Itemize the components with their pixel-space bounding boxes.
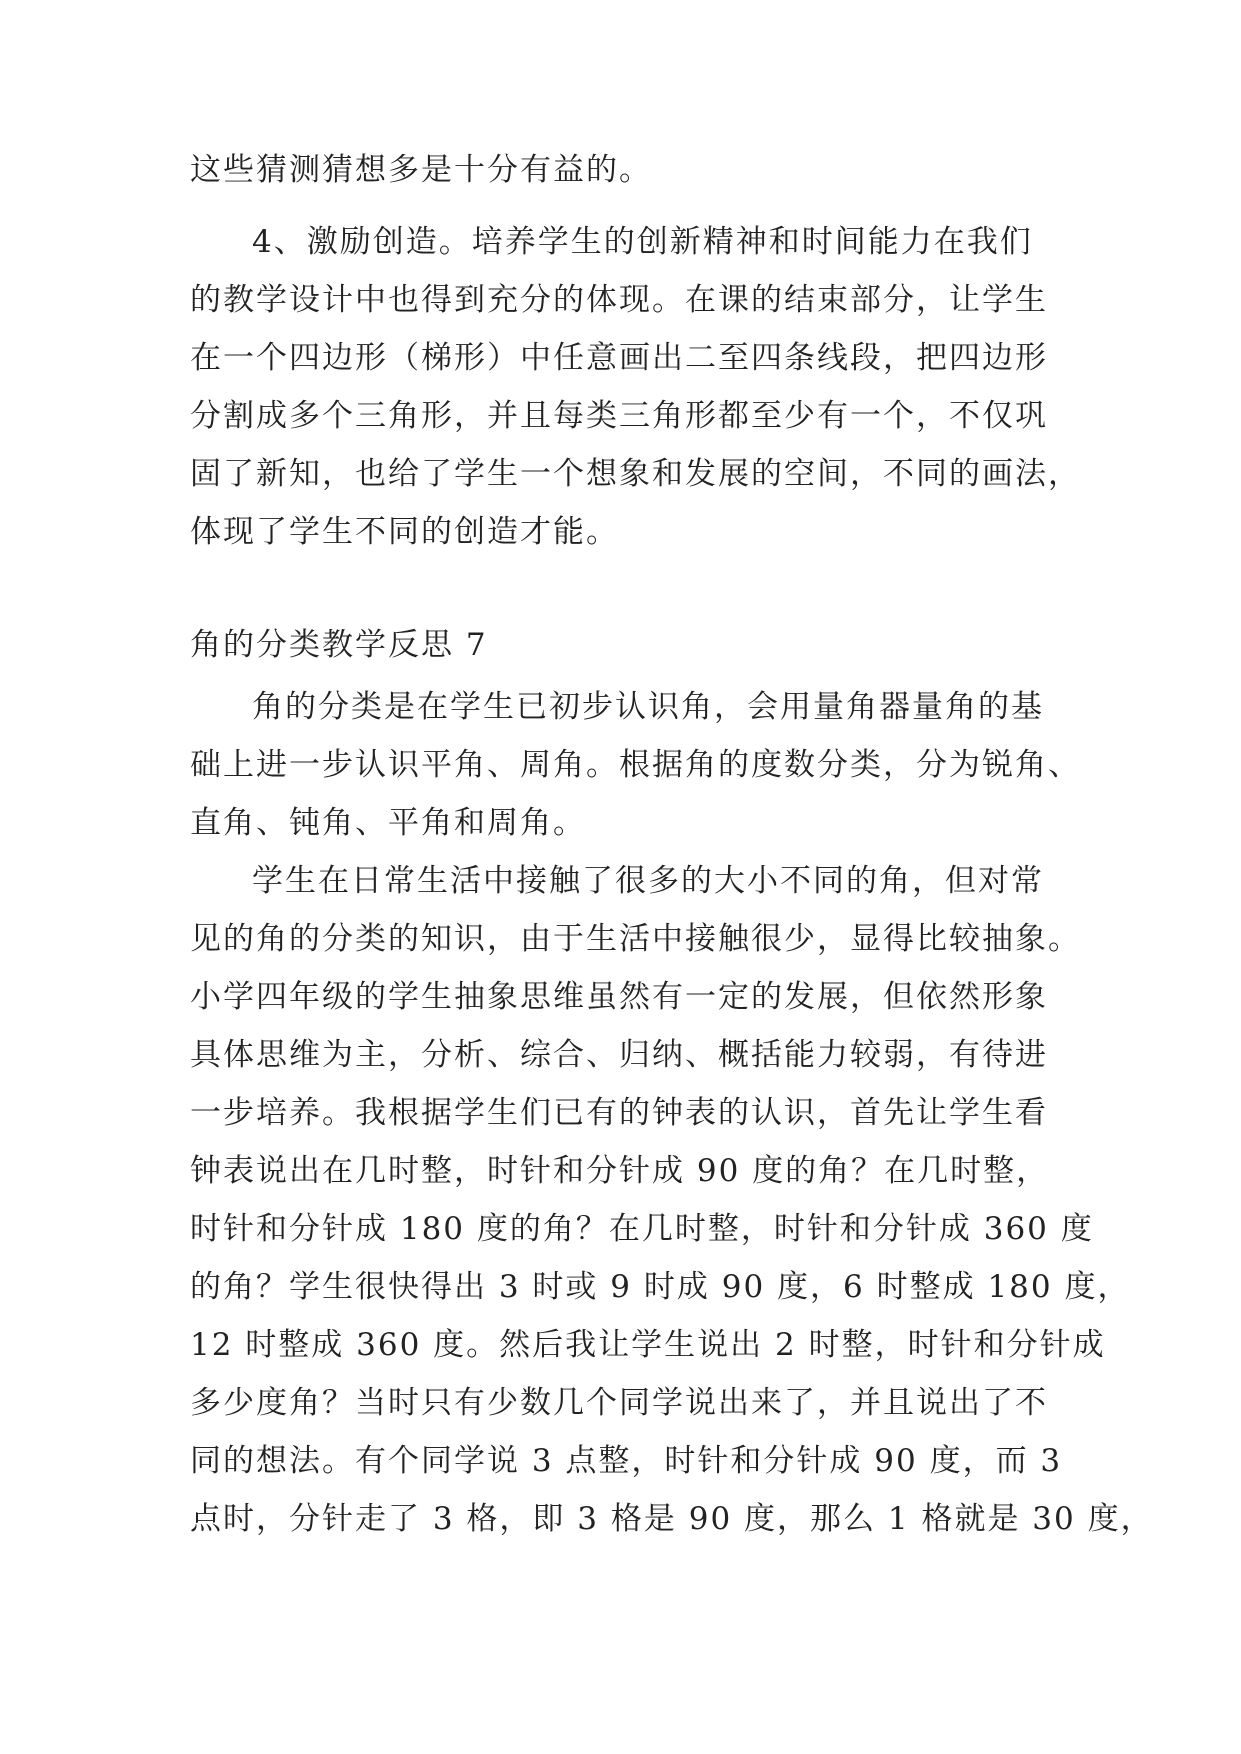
text-line: 多少度角？当时只有少数几个同学说出来了，并且说出了不: [190, 1385, 1048, 1421]
text-line: 具体思维为主，分析、综合、归纳、概括能力较弱，有待进: [190, 1037, 1048, 1073]
section-heading: 角的分类教学反思 7: [190, 627, 488, 663]
text-line: 点时，分针走了 3 格，即 3 格是 90 度，那么 1 格就是 30 度，: [190, 1501, 1154, 1537]
text-line: 在一个四边形（梯形）中任意画出二至四条线段，把四边形: [190, 340, 1048, 376]
text-line: 体现了学生不同的创造才能。: [190, 514, 619, 550]
text-line: 的教学设计中也得到充分的体现。在课的结束部分，让学生: [190, 282, 1048, 318]
text-line: 见的角的分类的知识，由于生活中接触很少，显得比较抽象。: [190, 921, 1081, 957]
paragraph-start-line: 角的分类是在学生已初步认识角，会用量角器量角的基: [252, 689, 1044, 725]
text-line: 固了新知，也给了学生一个想象和发展的空间，不同的画法，: [190, 456, 1081, 492]
paragraph-start-line: 学生在日常生活中接触了很多的大小不同的角，但对常: [252, 863, 1044, 899]
paragraph-start-line: 4、激励创造。培养学生的创新精神和时间能力在我们: [252, 224, 1033, 260]
text-line: 时针和分针成 180 度的角？在几时整，时针和分针成 360 度: [190, 1211, 1094, 1247]
text-line: 同的想法。有个同学说 3 点整，时针和分针成 90 度，而 3: [190, 1443, 1063, 1479]
text-line: 础上进一步认识平角、周角。根据角的度数分类，分为锐角、: [190, 747, 1081, 783]
text-line: 一步培养。我根据学生们已有的钟表的认识，首先让学生看: [190, 1095, 1048, 1131]
text-line: 分割成多个三角形，并且每类三角形都至少有一个，不仅巩: [190, 398, 1048, 434]
text-line: 12 时整成 360 度。然后我让学生说出 2 时整，时针和分针成: [190, 1327, 1106, 1363]
text-line: 直角、钝角、平角和周角。: [190, 805, 586, 841]
text-line: 的角？学生很快得出 3 时或 9 时成 90 度，6 时整成 180 度，: [190, 1269, 1131, 1305]
text-line: 小学四年级的学生抽象思维虽然有一定的发展，但依然形象: [190, 979, 1048, 1015]
text-line: 这些猜测猜想多是十分有益的。: [190, 152, 652, 188]
text-line: 钟表说出在几时整，时针和分针成 90 度的角？在几时整，: [190, 1153, 1050, 1189]
